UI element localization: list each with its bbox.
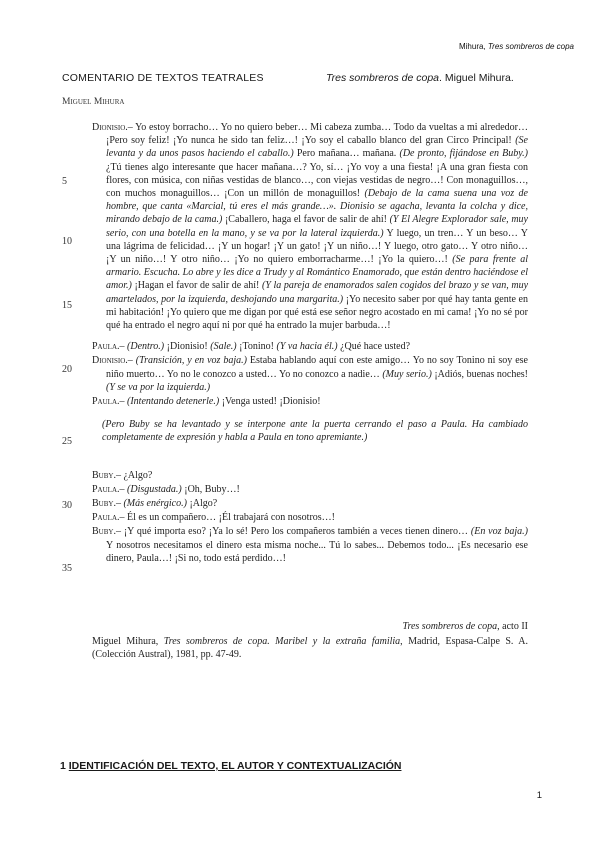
stage-direction-inline: (Dentro.) (127, 341, 165, 353)
dialogue-text: Pero mañana… mañana. (293, 148, 400, 160)
stage-direction-inline: (Transición, y en voz baja.) (135, 355, 247, 367)
stage-direction-inline: (Muy serio.) (382, 368, 432, 380)
speech (92, 497, 528, 510)
page-number: 1 (536, 790, 542, 801)
biblio-author: Miguel Mihura, (92, 636, 164, 647)
speech-list (92, 469, 528, 565)
speaker-name: Dionisio (92, 355, 126, 367)
stage-direction-inline: (Y El Alegre Explorador sale, muy serio, con una botella en la mano, y se va por la lateral izquierda.) (106, 214, 528, 239)
line-number: 25 (62, 436, 72, 447)
biblio-titles: Tres sombreros de copa. Maribel y la extraña familia (163, 636, 401, 647)
dialogue-text: .– Él es un compañero… ¡Él trabajará con nosotros…! (117, 512, 336, 524)
speech (92, 525, 528, 565)
dialogue-text: .– (117, 341, 128, 353)
speech (92, 395, 528, 408)
stage-direction-inline: (Y la pareja de enamorados salen cogidos del brazo y se van, muy amartelados, por la izquierda, deshojando una margarita.) (106, 280, 529, 305)
stage-direction-inline: (Disgustada.) (127, 483, 182, 495)
stage-direction-inline: (Se levanta y da unos pasos haciendo el caballo.) (106, 135, 528, 160)
source-title: Tres sombreros de copa (402, 621, 498, 632)
speech (92, 469, 528, 482)
dialogue-text: .– (125, 355, 136, 367)
speaker-name: Buby (92, 469, 114, 481)
line-number: 20 (62, 364, 72, 375)
stage-direction-inline: (Sale.) (210, 341, 237, 353)
stage-direction-inline: (Intentando detenerle.) (127, 396, 220, 408)
biblio-rest: , Madrid, Espasa-Calpe S. A. (Colección Austral), 1981, pp. 47-49. (92, 636, 528, 660)
stage-direction-inline: (Y se va por la izquierda.) (106, 381, 211, 393)
line-number: 10 (62, 236, 72, 247)
excerpt-text (92, 121, 528, 573)
speaker-name: Dionisio (92, 122, 126, 133)
source-citation (402, 621, 528, 632)
dialogue-text: .– (113, 498, 124, 510)
commentary-work-title: Tres sombreros de copa (326, 72, 440, 84)
speech (92, 511, 528, 524)
excerpt-author: Miguel Mihura (62, 97, 125, 107)
speech (92, 483, 528, 496)
dialogue-text: .– Yo estoy borracho… Yo no quiero beber… Mi cabeza zumba… Todo da vueltas a mi alrededor… ¡Pero soy feliz! ¡Yo nunca he sido tan feliz…! ¡Yo soy el caballo blanco del gran Circo Principal! (106, 122, 528, 147)
speech-list (92, 121, 528, 408)
dialogue-text: ¿Qué hace usted? (337, 341, 411, 353)
stage-direction-inline: (Y va hacia él.) (276, 341, 338, 353)
stage-direction-inline: (Se para frente al armario. Escucha. Lo abre y les dice a Trudy y al Romántico Enamorado, que están dentro haciéndose el amor.) (106, 254, 528, 292)
speaker-name: Buby (92, 526, 114, 538)
section-title: IDENTIFICACIÓN DEL TEXTO, EL AUTOR Y CONTEXTUALIZACIÓN (68, 760, 402, 772)
dialogue-text: ¡Yo necesito saber por qué hay tanta gente en mi habitación! ¡Yo quiero que me digan por qué está ese señor negro acostado en mi cama! ¡Yo no sé por qué ha entrado el negro aquí ni por qué ha entrado la mujer barbuda…! (106, 293, 528, 332)
section-heading (60, 760, 401, 772)
speaker-name: Paula (92, 341, 118, 353)
dialogue-text: ¡Algo? (186, 498, 218, 510)
line-number: 5 (62, 176, 67, 187)
speaker-name: Paula (92, 483, 118, 495)
dialogue-text: Y luego, un tren… Y un beso… Y una lágrima de felicidad… ¡Y un hogar! ¡Y un gato! ¡Y un niño…! Y luego, otro gato… Y otro niño… ¡Y un niño…! Y otro niño… ¡Yo no quiero emborracharme…! ¡Yo la quiero…! (106, 227, 528, 266)
running-header: Mihura, Tres sombreros de copa (458, 42, 574, 51)
speaker-name: Paula (92, 512, 118, 524)
speech (92, 340, 528, 353)
stage-direction-inline: (En voz baja.) (470, 526, 528, 538)
running-header-title: Tres sombreros de copa (487, 42, 574, 51)
dialogue-text: .– (117, 483, 128, 495)
line-number: 35 (62, 563, 72, 574)
line-number: 30 (62, 500, 72, 511)
stage-direction-inline: (De pronto, fijándose en Buby.) (399, 148, 529, 160)
speaker-name: Paula (92, 396, 118, 408)
dialogue-text: .– ¡Y qué importa eso? ¡Ya lo sé! Pero los compañeros también a veces tienen dinero… (113, 526, 471, 538)
commentary-work-author: Miguel Mihura. (444, 72, 514, 84)
stage-direction: (Pero Buby se ha levantado y se interpone ante la puerta cerrando el paso a Paula. Ha cambiado completamente de expresión y habla a Paula en tono apremiante.) (102, 419, 528, 444)
dialogue-text: ¡Hagan el favor de salir de ahí! (131, 280, 262, 292)
dialogue-text: ¡Caballero, haga el favor de salir de ahí! (222, 214, 390, 226)
speech (92, 121, 528, 332)
commentary-work: Tres sombreros de copa. Miguel Mihura. (326, 72, 514, 84)
section-number: 1 (60, 760, 69, 772)
dialogue-text: ¡Oh, Buby…! (181, 483, 240, 495)
line-number: 15 (62, 300, 72, 311)
dialogue-text: .– ¿Algo? (113, 469, 153, 481)
bibliography (92, 635, 528, 661)
dialogue-text: ¡Dionisio! (164, 341, 211, 353)
dialogue-text: ¡Tonino! (236, 341, 277, 353)
stage-direction-inline: (Más enérgico.) (123, 498, 187, 510)
dialogue-text: .– (117, 396, 128, 408)
dialogue-text: Estaba hablando aquí con este amigo… Yo no soy Tonino ni soy ese niño muerto… Yo no le conozco a usted… Yo no conozco a nadie… (106, 355, 528, 380)
source-act: , acto II (497, 621, 528, 632)
dialogue-text: Y nosotros necesitamos el dinero esta misma noche... Tú lo sabes... Debemos todo... ¡Es necesario ese dinero, Paula…! ¡Si no, todo está perdido…! (106, 539, 528, 564)
dialogue-text: ¡Venga usted! ¡Dionisio! (219, 396, 321, 408)
dialogue-text: ¿Tú tienes algo interesante que hacer mañana…? Yo, sí… ¡Yo voy a una fiesta! ¡A una gran fiesta con flores, con música, con niñas vestidas de blanco…, con viejas vestidas de negro…! Con monaguillos…, con muchos monaguillos… ¡Con un millón de monaguillos! (106, 161, 528, 200)
speaker-name: Buby (92, 498, 114, 510)
running-header-author: Mihura (458, 42, 484, 51)
speech (92, 354, 528, 394)
dialogue-text: ¡Adiós, buenas noches! (431, 368, 528, 380)
commentary-label: COMENTARIO DE TEXTOS TEATRALES (62, 72, 264, 84)
stage-direction-inline: (Debajo de la cama suena una voz de hombre, que canta «Marcial, tú eres el más grande…». Dionisio se agacha, levanta la colcha y dice, mirando debajo de la cama.) (106, 188, 528, 226)
